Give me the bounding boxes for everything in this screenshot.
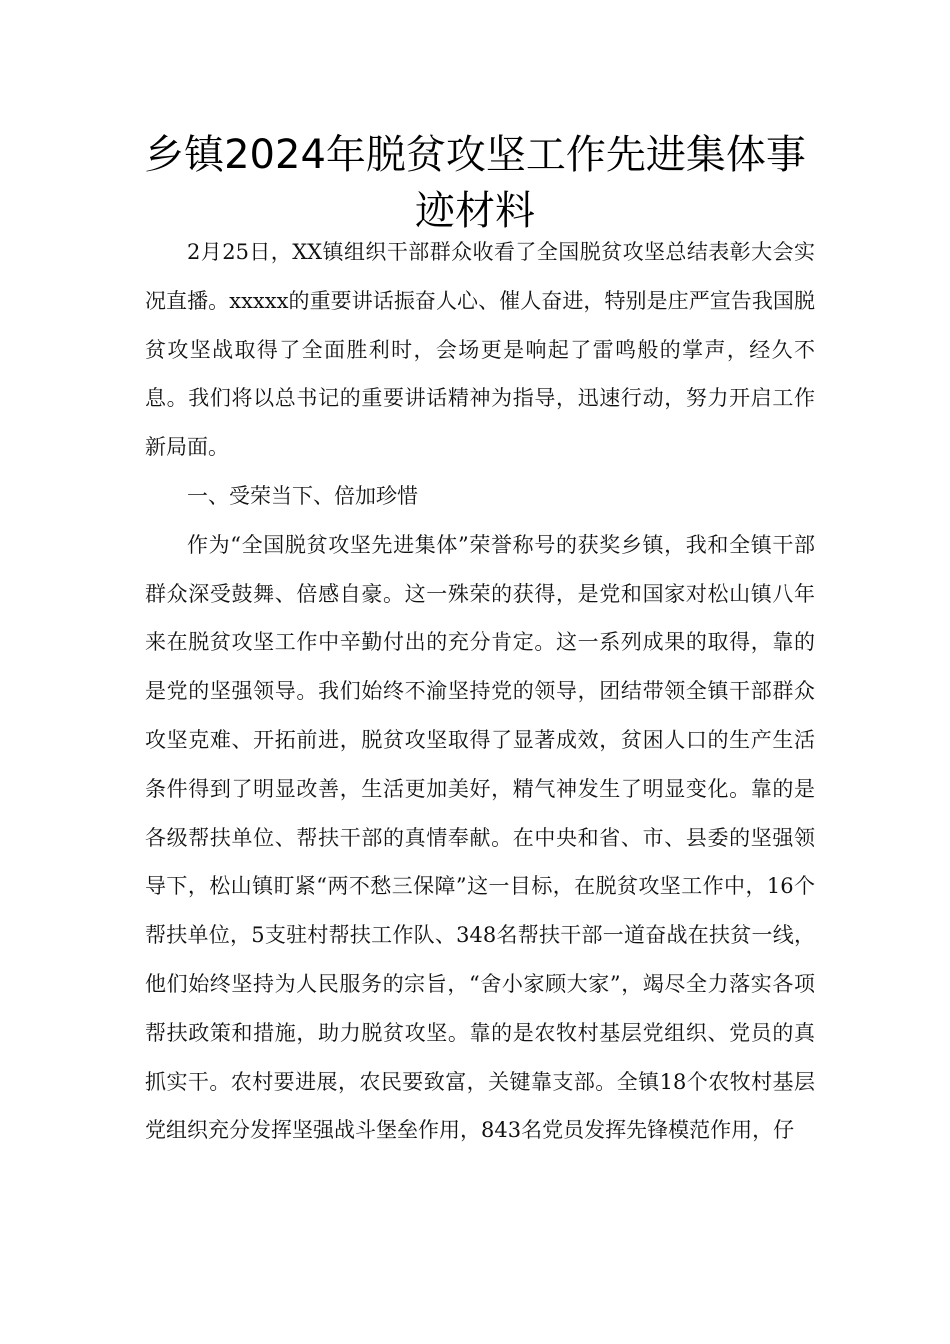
document-body <box>145 228 815 1155</box>
document-title-line-2: 迹材料 <box>415 188 535 234</box>
document-title-line-1: 乡镇2024年脱贫攻坚工作先进集体事 <box>144 132 806 178</box>
paragraph-intro: 2月25日，XX镇组织干部群众收看了全国脱贫攻坚总结表彰大会实况直播。xxxxx的重要讲话振奋人心、催人奋进，特别是庄严宣告我国脱贫攻坚战取得了全面胜利时，会场更是响起了雷鸣般的掌声，经久不息。我们将以总书记的重要讲话精神为指导，迅速行动，努力开启工作新局面。 <box>145 240 815 460</box>
section-heading-1: 一、受荣当下、倍加珍惜 <box>187 483 418 508</box>
paragraph-section-1: 作为“全国脱贫攻坚先进集体”荣誉称号的获奖乡镇，我和全镇干部群众深受鼓舞、倍感自豪。这一殊荣的获得，是党和国家对松山镇八年来在脱贫攻坚工作中辛勤付出的充分肯定。这一系列成果的取得，靠的是党的坚强领导。我们始终不渝坚持党的领导，团结带领全镇干部群众攻坚克难、开拓前进，脱贫攻坚取得了显著成效，贫困人口的生产生活条件得到了明显改善，生活更加美好，精气神发生了明显变化。靠的是各级帮扶单位、帮扶干部的真情奉献。在中央和省、市、县委的坚强领导下，松山镇盯紧“两不愁三保障”这一目标，在脱贫攻坚工作中，16个帮扶单位，5支驻村帮扶工作队、348名帮扶干部一道奋战在扶贫一线，他们始终坚持为人民服务的宗旨，“舍小家顾大家”，竭尽全力落实各项帮扶政策和措施，助力脱贫攻坚。靠的是农牧村基层党组织、党员的真抓实干。农村要进展，农民要致富，关键靠支部。全镇18个农牧村基层党组织充分发挥坚强战斗堡垒作用，843名党员发挥先锋模范作用，仔 <box>145 532 815 1143</box>
